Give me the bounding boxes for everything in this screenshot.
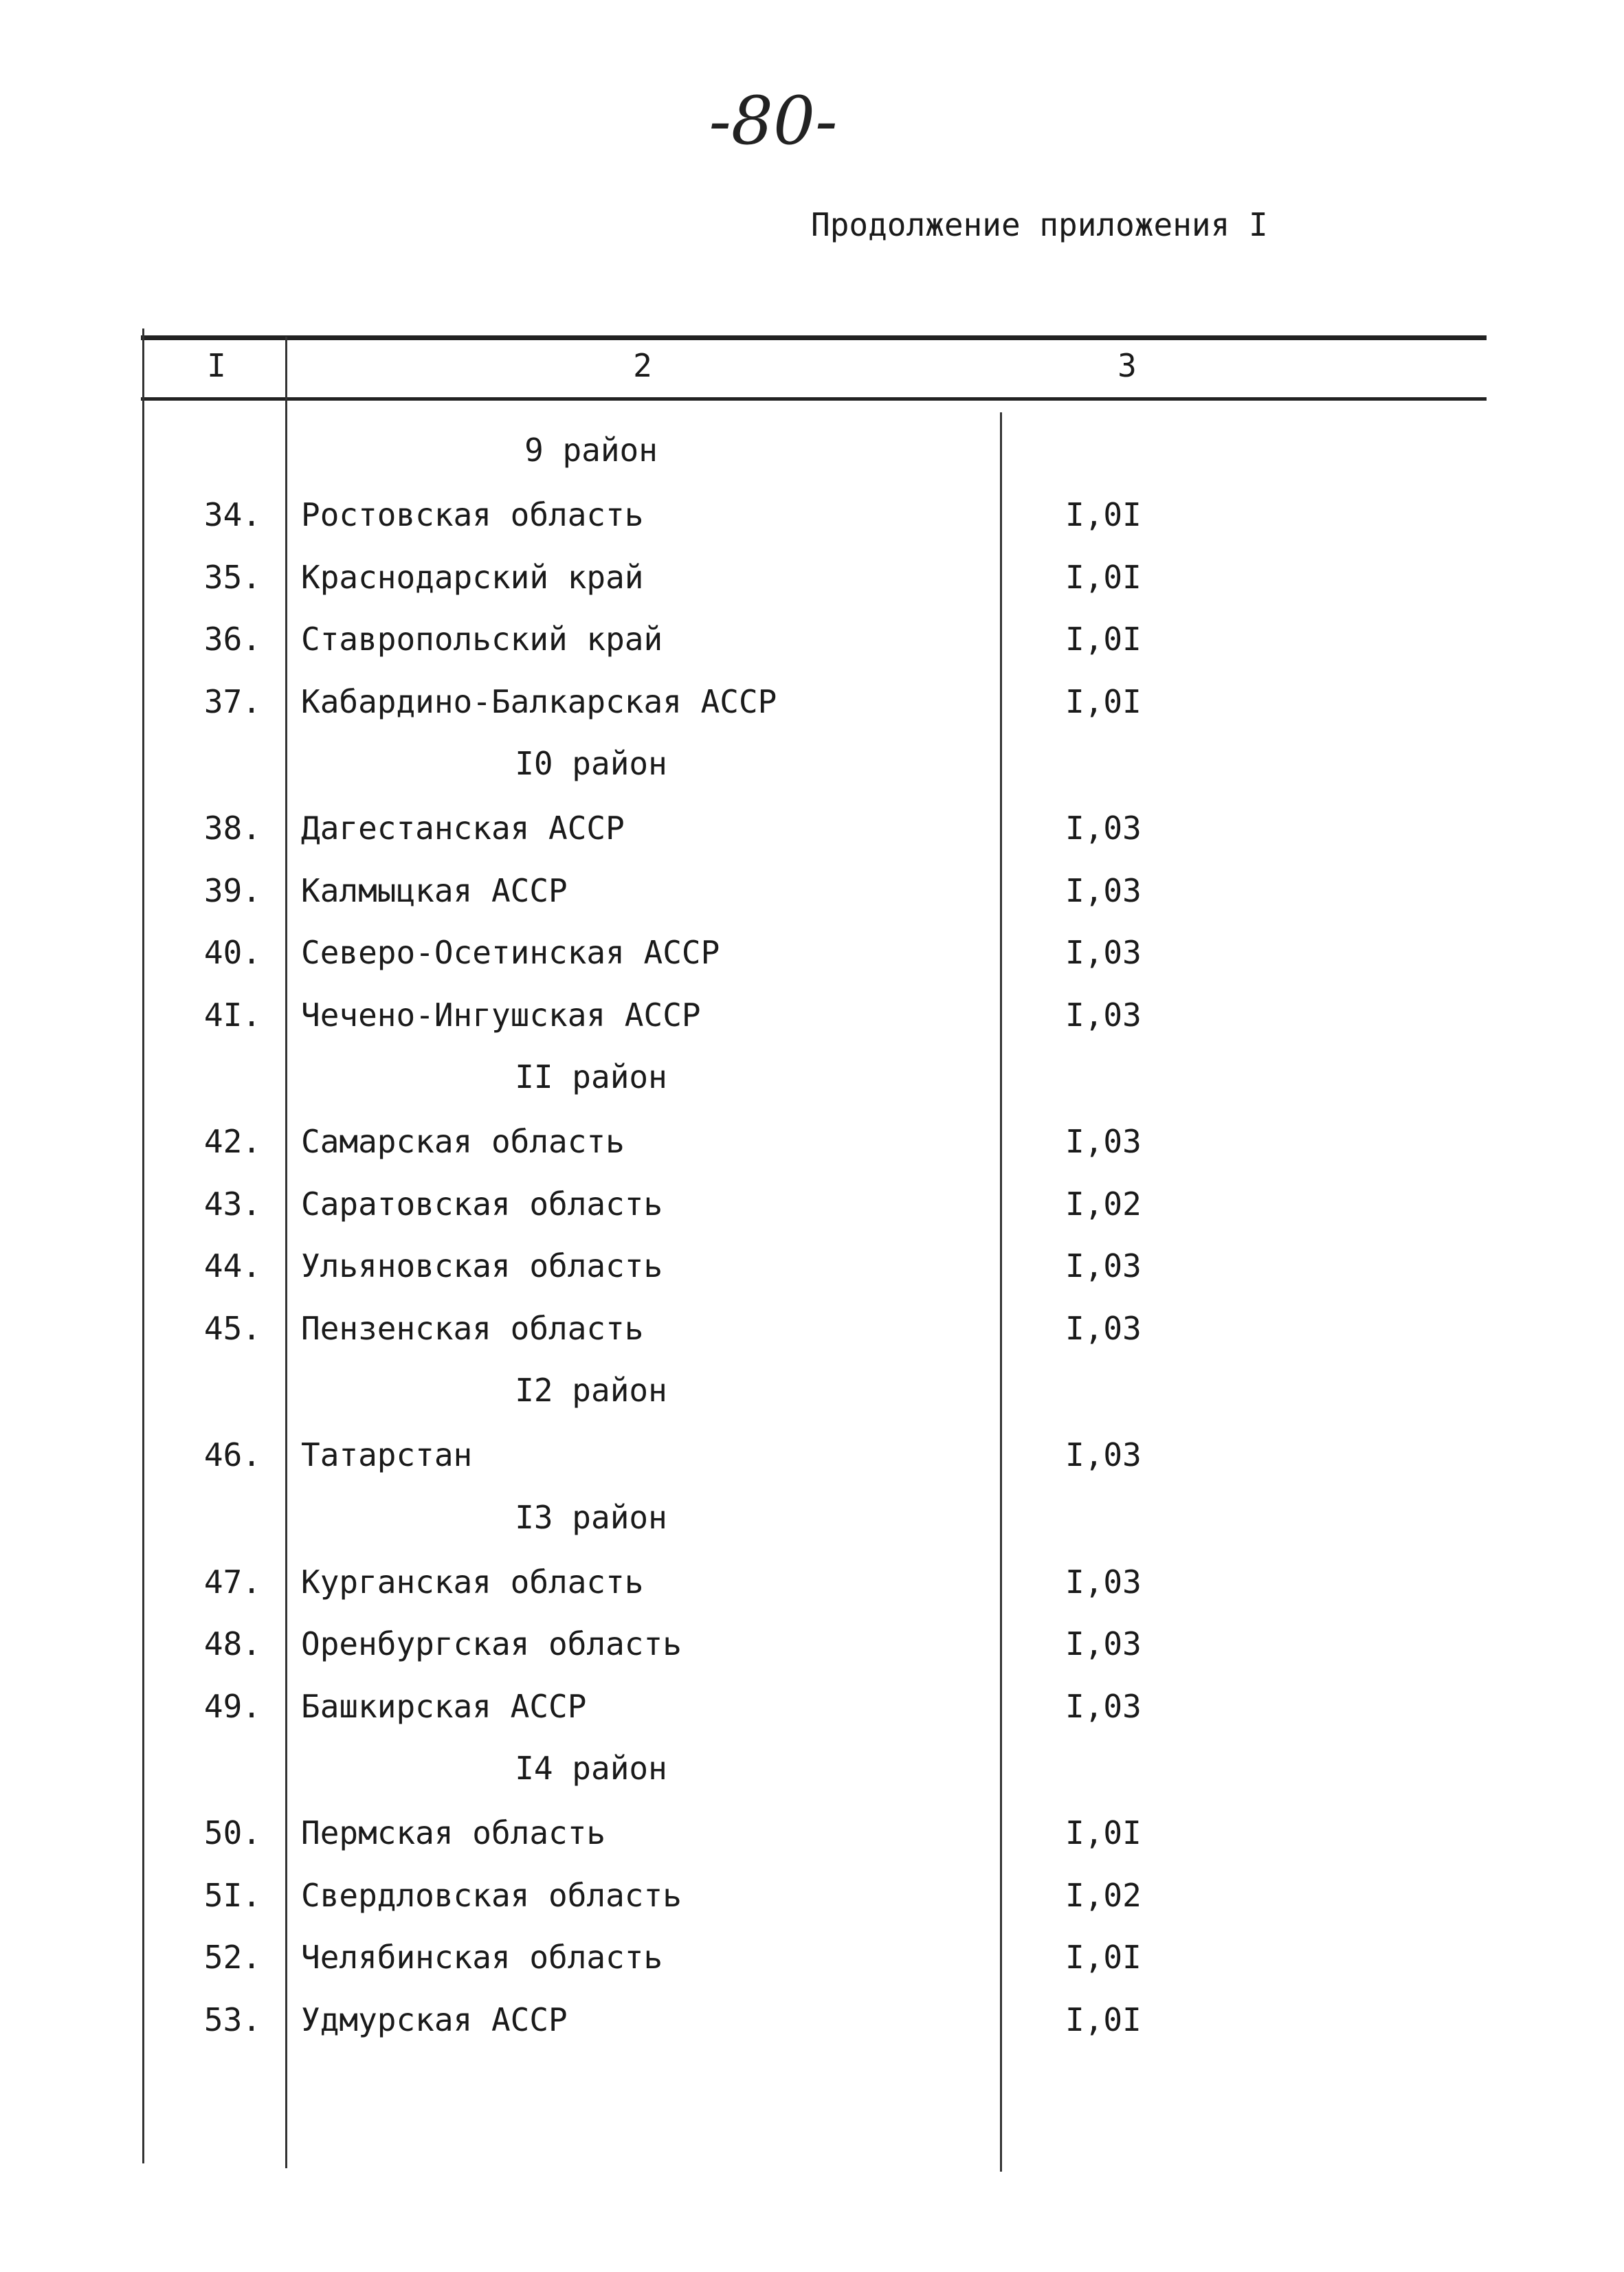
- coefficient-value: I,02: [1065, 1876, 1142, 1914]
- row-number: 42.: [203, 1123, 261, 1160]
- coefficient-value: I,03: [1065, 1563, 1142, 1601]
- table-row: [0, 1613, 1624, 1675]
- region-name: Татарстан: [301, 1436, 473, 1473]
- row-number: 38.: [203, 810, 261, 847]
- row-number: 45.: [203, 1309, 261, 1347]
- row-number: 35.: [203, 558, 261, 596]
- row-number: 37.: [203, 682, 261, 720]
- row-number: 46.: [203, 1436, 261, 1473]
- section-row: [0, 1486, 1624, 1551]
- row-number: 47.: [203, 1563, 261, 1601]
- table-header-rule: [141, 397, 1487, 401]
- row-number: 40.: [203, 934, 261, 971]
- region-name: Пермская область: [301, 1814, 606, 1851]
- section-row: [0, 1359, 1624, 1424]
- table-row: [0, 1111, 1624, 1173]
- row-number: 39.: [203, 871, 261, 909]
- table-top-rule: [141, 335, 1487, 340]
- table-row: [0, 1989, 1624, 2051]
- region-name: Ростовская область: [301, 496, 644, 533]
- region-name: Самарская область: [301, 1123, 625, 1160]
- row-number: 48.: [203, 1625, 261, 1662]
- row-number: 4I.: [203, 996, 261, 1034]
- section-title: II район: [515, 1058, 667, 1095]
- coefficient-value: I,03: [1065, 1247, 1142, 1284]
- region-name: Челябинская область: [301, 1939, 663, 1976]
- coefficient-value: I,03: [1065, 1309, 1142, 1347]
- table-row: [0, 1235, 1624, 1298]
- region-name: Удмурская АССР: [301, 2001, 568, 2038]
- region-name: Ставропольский край: [301, 621, 663, 658]
- region-name: Саратовская область: [301, 1185, 663, 1223]
- page-number: -80-: [709, 82, 838, 159]
- table-row: [0, 797, 1624, 860]
- row-number: 50.: [203, 1814, 261, 1851]
- table-row: [0, 1675, 1624, 1738]
- coefficient-value: I,0I: [1065, 1814, 1142, 1851]
- region-name: Дагестанская АССР: [301, 810, 625, 847]
- coefficient-value: I,0I: [1065, 2001, 1142, 2038]
- row-number: 43.: [203, 1185, 261, 1223]
- row-number: 5I.: [203, 1876, 261, 1914]
- row-number: 49.: [203, 1687, 261, 1725]
- table-row: [0, 671, 1624, 733]
- section-row: [0, 733, 1624, 797]
- coefficient-value: I,03: [1065, 996, 1142, 1034]
- region-name: Кабардино-Балкарская АССР: [301, 682, 777, 720]
- table-row: [0, 922, 1624, 984]
- table-row: [0, 484, 1624, 546]
- table-row: [0, 984, 1624, 1047]
- region-name: Пензенская область: [301, 1309, 644, 1347]
- row-number: 52.: [203, 1939, 261, 1976]
- coefficient-value: I,03: [1065, 810, 1142, 847]
- table-row: [0, 1802, 1624, 1864]
- coefficient-value: I,03: [1065, 1687, 1142, 1725]
- region-name: Оренбургская область: [301, 1625, 682, 1662]
- coefficient-value: I,03: [1065, 1123, 1142, 1160]
- section-row: [0, 1046, 1624, 1111]
- table-row: [0, 608, 1624, 671]
- region-name: Чечено-Ингушская АССР: [301, 996, 701, 1034]
- coefficient-value: I,03: [1065, 871, 1142, 909]
- region-name: Ульяновская область: [301, 1247, 663, 1284]
- region-name: Краснодарский край: [301, 558, 644, 596]
- section-title: I0 район: [515, 745, 667, 782]
- column-header-coefficient: 3: [1117, 347, 1137, 384]
- row-number: 44.: [203, 1247, 261, 1284]
- region-name: Курганская область: [301, 1563, 644, 1601]
- region-name: Северо-Осетинская АССР: [301, 934, 720, 971]
- row-number: 36.: [203, 621, 261, 658]
- section-row: [0, 1737, 1624, 1802]
- column-header-number: I: [207, 347, 226, 384]
- table-row: [0, 1864, 1624, 1927]
- continuation-caption: Продолжение приложения I: [811, 206, 1268, 243]
- region-name: Калмыцкая АССР: [301, 871, 568, 909]
- section-title: I3 район: [515, 1498, 667, 1536]
- table-row: [0, 1173, 1624, 1236]
- section-title: I4 район: [515, 1750, 667, 1787]
- coefficient-value: I,02: [1065, 1185, 1142, 1223]
- table-body: [0, 419, 1624, 2051]
- row-number: 53.: [203, 2001, 261, 2038]
- region-name: Свердловская область: [301, 1876, 682, 1914]
- table-row: [0, 860, 1624, 922]
- coefficient-value: I,0I: [1065, 1939, 1142, 1976]
- table-row: [0, 1424, 1624, 1486]
- table-row: [0, 1298, 1624, 1360]
- coefficient-value: I,03: [1065, 1436, 1142, 1473]
- table-row: [0, 1551, 1624, 1614]
- table-row: [0, 1926, 1624, 1989]
- table-row: [0, 546, 1624, 609]
- coefficient-value: I,0I: [1065, 621, 1142, 658]
- coefficient-value: I,03: [1065, 1625, 1142, 1662]
- section-row: [0, 419, 1624, 484]
- coefficient-value: I,0I: [1065, 558, 1142, 596]
- coefficient-value: I,03: [1065, 934, 1142, 971]
- row-number: 34.: [203, 496, 261, 533]
- coefficient-value: I,0I: [1065, 496, 1142, 533]
- coefficient-value: I,0I: [1065, 682, 1142, 720]
- section-title: I2 район: [515, 1372, 667, 1409]
- region-name: Башкирская АССР: [301, 1687, 587, 1725]
- column-header-region: 2: [633, 347, 652, 384]
- section-title: 9 район: [524, 432, 658, 469]
